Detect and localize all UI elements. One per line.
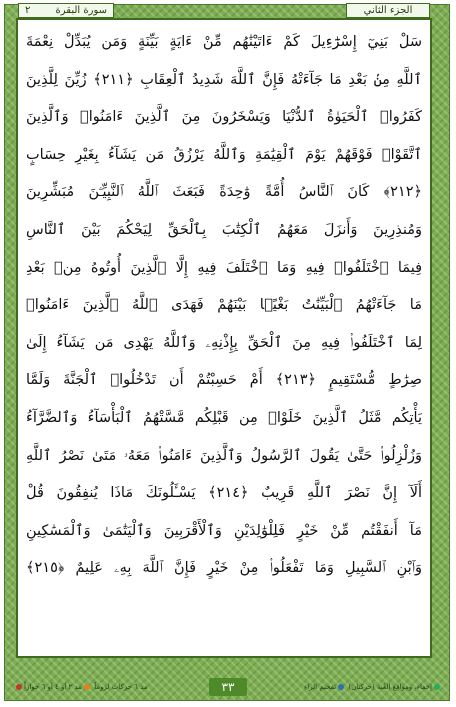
verse-line: يَأْتِكُم مَّثَلُ ٱلَّذِينَ خَلَوْا۟ مِن قَبْلِكُم مَّسَّتْهُمُ ٱلْبَأْسَآءُ وَٱلضَّرَّآءُ	[26, 409, 422, 426]
verse-line: وَزُلْزِلُوا۟ حَتَّىٰ يَقُولَ ٱلرَّسُولُ وَٱلَّذِينَ ءَامَنُوا۟ مَعَهُۥ مَتَىٰ نَصْرُ ٱللَّهِ	[26, 447, 422, 464]
verse-line: أَلَآ إِنَّ نَصْرَ ٱللَّهِ قَرِيبٌ ﴿٢١٤﴾ يَسْـَٔلُونَكَ مَاذَا يُنفِقُونَ قُلْ	[26, 485, 422, 502]
page-number: ٣٣	[209, 678, 247, 696]
legend-left	[14, 680, 204, 694]
verse-line: وَمُنذِرِينَ وَأَنزَلَ مَعَهُمُ ٱلْكِتَٰبَ بِٱلْحَقِّ لِيَحْكُمَ بَيْنَ ٱلنَّاسِ	[26, 221, 422, 238]
madd-permissible-dot-icon	[84, 684, 90, 690]
verse-line: مَآ أَنفَقْتُم مِّنْ خَيْرٍ فَلِلْوَٰلِدَيْنِ وَٱلْأَقْرَبِينَ وَٱلْيَتَٰمَىٰ وَٱلْمَسَٰكِينِ	[26, 522, 422, 539]
surah-name: سورة البقرة	[55, 5, 107, 16]
legend-right	[252, 680, 442, 694]
verse-line: صِرَٰطٍ مُّسْتَقِيمٍ ﴿٢١٣﴾ أَمْ حَسِبْتُمْ أَن تَدْخُلُوا۟ ٱلْجَنَّةَ وَلَمَّا	[26, 372, 422, 389]
verse-line: ٱللَّهِ مِنۢ بَعْدِ مَا جَآءَتْهُ فَإِنَّ ٱللَّهَ شَدِيدُ ٱلْعِقَابِ ﴿٢١١﴾ زُيِّنَ لِلَّذِينَ	[26, 71, 422, 88]
legend-item: مد ٦ حركات لزوماً	[94, 683, 148, 691]
legend-item: تفخيم الراء	[303, 683, 337, 691]
legend-item: إخفاء، ومواقع الغُنة (حركتان)	[348, 683, 432, 691]
verse-lines	[26, 24, 422, 588]
surah-header	[18, 3, 114, 18]
verse-line: مَا جَآءَتْهُمُ ٱلْبَيِّنَٰتُ بَغْيًۢا بَيْنَهُمْ فَهَدَى ٱللَّهُ ٱلَّذِينَ ءَامَنُوا۟	[26, 297, 422, 314]
verse-line: ﴿٢١٢﴾ كَانَ ٱلنَّاسُ أُمَّةً وَٰحِدَةً فَبَعَثَ ٱللَّهُ ٱلنَّبِيِّـۧنَ مُبَشِّرِينَ	[26, 184, 422, 201]
verse-line: وَٱبْنِ ٱلسَّبِيلِ وَمَا تَفْعَلُوا۟ مِنْ خَيْرٍ فَإِنَّ ٱللَّهَ بِهِۦ عَلِيمٌ ﴿٢١٥﴾	[26, 560, 422, 577]
page-header	[18, 3, 430, 19]
surah-number: ٢	[25, 5, 31, 16]
verse-line: كَفَرُوا۟ ٱلْحَيَوٰةُ ٱلدُّنْيَا وَيَسْخَرُونَ مِنَ ٱلَّذِينَ ءَامَنُوا۟ وَٱلَّذِينَ	[26, 109, 422, 126]
verse-line: لِمَا ٱخْتَلَفُوا۟ فِيهِ مِنَ ٱلْحَقِّ بِإِذْنِهِۦ وَٱللَّهُ يَهْدِى مَن يَشَآءُ إِلَىٰ	[26, 334, 422, 351]
ghunna-dot-icon	[434, 684, 440, 690]
tafkhim-dot-icon	[338, 684, 344, 690]
legend-item: مد ٢ أو ٤ أو ٦ جوازاً	[24, 683, 82, 691]
verse-line: ٱتَّقَوْا۟ فَوْقَهُمْ يَوْمَ ٱلْقِيَٰمَةِ وَٱللَّهُ يَرْزُقُ مَن يَشَآءُ بِغَيْرِ حِسَابٍ	[26, 146, 422, 163]
juz-label: الجزء الثاني	[346, 3, 430, 18]
madd-obligatory-dot-icon	[16, 684, 22, 690]
text-panel	[16, 18, 432, 658]
page-footer	[14, 678, 442, 696]
verse-line: فِيمَا ٱخْتَلَفُوا۟ فِيهِ وَمَا ٱخْتَلَفَ فِيهِ إِلَّا ٱلَّذِينَ أُوتُوهُ مِنۢ بَعْدِ	[26, 259, 422, 276]
verse-line: سَلْ بَنِيٓ إِسْرَٰٓءِيلَ كَمْ ءَاتَيْنَٰهُم مِّنْ ءَايَةٍ بَيِّنَةٍ وَمَن يُبَدِّلْ نِعْمَةَ	[26, 34, 422, 50]
